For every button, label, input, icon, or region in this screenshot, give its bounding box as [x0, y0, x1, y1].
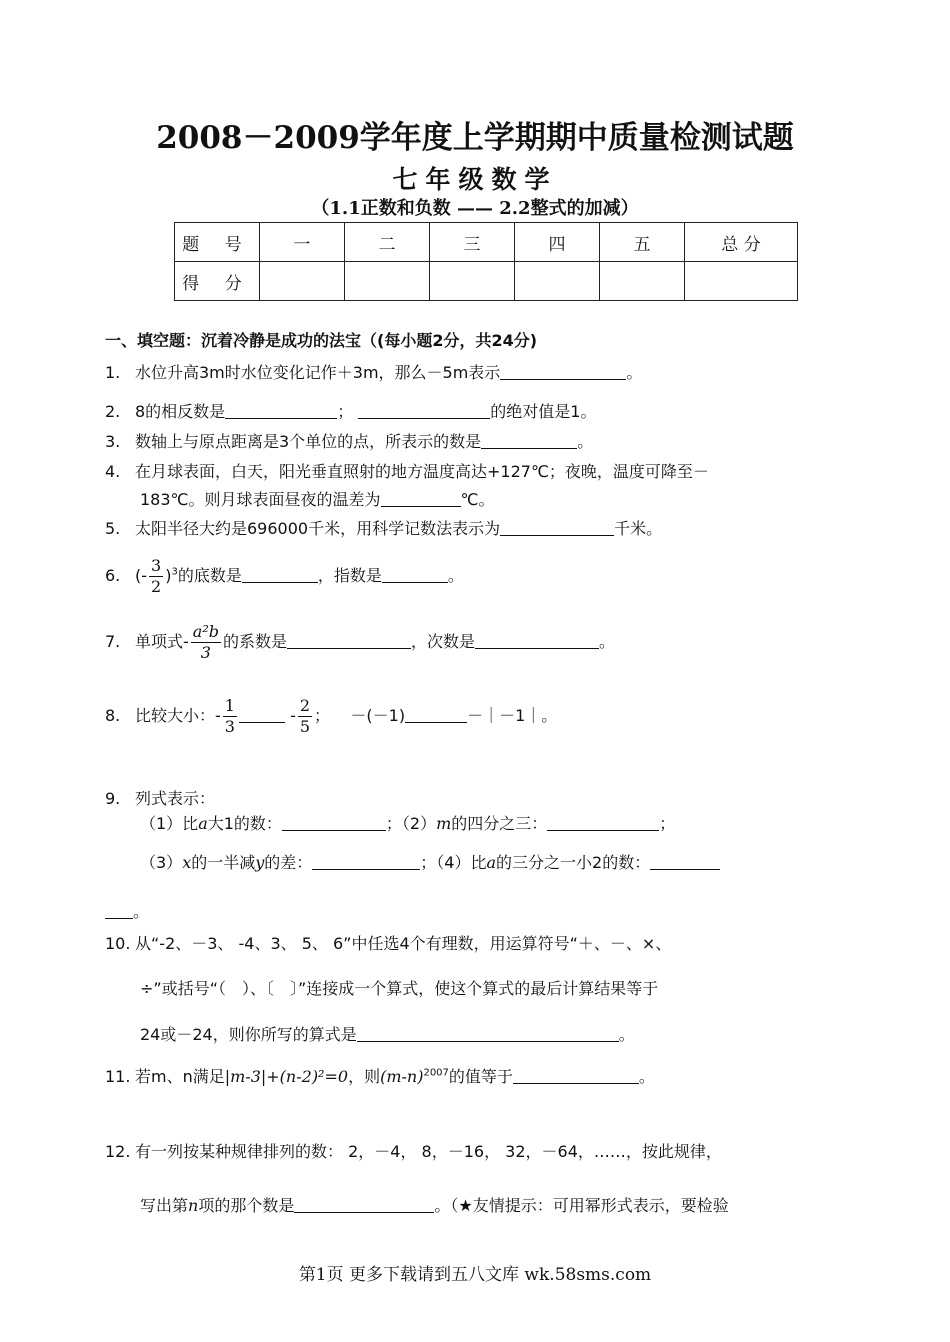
exponent: 2007	[423, 1067, 449, 1079]
question-text: 列式表示：	[135, 789, 216, 808]
question-text: 从“-2、－3、 -4、3、 5、 6”中任选4个有理数，用运算符号“＋、－、×、	[135, 934, 672, 953]
question-10-line-2	[140, 976, 658, 999]
question-number: 11.	[105, 1067, 131, 1086]
fraction	[223, 696, 237, 737]
question-text: 水位升高3m时水位变化记作＋3m，那么－5m表示	[135, 363, 501, 382]
math-expression: －｜－1｜。	[467, 706, 558, 725]
question-text: 24或－24，则你所写的算式是	[140, 1025, 357, 1044]
question-number: 4.	[105, 462, 121, 481]
question-text: ；（4）比	[420, 853, 487, 872]
fraction-denominator: 3	[224, 717, 235, 736]
question-text: 的差：	[264, 853, 313, 872]
question-text: 的三分之一小2的数：	[496, 853, 651, 872]
fraction-numerator: 1	[224, 696, 235, 715]
answer-blank[interactable]	[500, 363, 626, 380]
question-text: ，则	[348, 1067, 381, 1086]
question-end: 。	[599, 632, 616, 651]
page-scope: （1.1正数和负数 —— 2.2整式的加减）	[311, 198, 639, 219]
question-10	[105, 931, 671, 954]
score-header-cell: 一	[260, 223, 345, 262]
answer-blank[interactable]	[225, 402, 337, 419]
answer-blank[interactable]	[357, 1025, 619, 1042]
question-text: ℃。	[460, 490, 495, 509]
question-text: 8的相反数是	[135, 402, 226, 421]
math-expression: |m-3|+(n-2)²=0	[224, 1067, 349, 1086]
question-4	[105, 459, 709, 482]
math-expression: －(－1)	[350, 706, 406, 725]
question-text: 项的那个数是	[198, 1196, 295, 1215]
fraction	[191, 622, 221, 663]
variable: y	[255, 853, 265, 872]
question-end: 。	[618, 1025, 635, 1044]
question-text: 在月球表面，白天，阳光垂直照射的地方温度高达+127℃；夜晚，温度可降至－	[135, 462, 709, 481]
answer-blank[interactable]	[513, 1067, 639, 1084]
math-expression: (m-n)	[380, 1067, 424, 1086]
question-6	[105, 556, 464, 597]
question-12-line-2	[140, 1193, 729, 1216]
question-text: 的四分之三：	[451, 814, 548, 833]
question-text: ；	[314, 706, 331, 725]
question-text: ；（2）	[385, 814, 437, 833]
question-number: 9.	[105, 789, 121, 808]
question-text: （3）	[140, 853, 183, 872]
answer-blank[interactable]	[242, 566, 318, 583]
score-header-cell: 四	[515, 223, 600, 262]
question-end: 。	[133, 902, 150, 921]
question-number: 6.	[105, 566, 121, 585]
fraction-denominator: 3	[200, 643, 211, 662]
question-text: 大1的数：	[207, 814, 282, 833]
variable: x	[182, 853, 192, 872]
variable: m	[436, 814, 452, 833]
question-end: 。	[626, 363, 643, 382]
score-cell	[260, 262, 345, 301]
score-cell	[515, 262, 600, 301]
math-expression: )	[165, 566, 172, 585]
score-table	[174, 222, 798, 301]
score-cell	[600, 262, 685, 301]
question-number: 2.	[105, 402, 121, 421]
question-text: ，指数是	[317, 566, 382, 585]
fraction-numerator: a²b	[192, 622, 219, 641]
question-text: 的绝对值是1。	[490, 402, 597, 421]
answer-blank[interactable]	[381, 490, 461, 507]
question-text: ，次数是	[411, 632, 476, 651]
question-text: 的值等于	[448, 1067, 513, 1086]
fraction	[298, 696, 312, 737]
fraction	[149, 556, 163, 597]
section-heading: 一、填空题：沉着冷静是成功的法宝（(每小题2分，共24分)	[105, 331, 538, 350]
score-cell	[345, 262, 430, 301]
answer-blank[interactable]	[358, 402, 490, 419]
question-text: 有一列按某种规律排列的数： 2，－4， 8，－16， 32，－64，……，按此规律，	[135, 1142, 722, 1161]
question-9-part-3-4	[140, 850, 720, 873]
fraction-numerator: 3	[151, 556, 162, 575]
question-text: 的一半减	[191, 853, 256, 872]
question-1	[105, 360, 642, 383]
question-text: 183℃。则月球表面昼夜的温差为	[140, 490, 381, 509]
answer-blank[interactable]	[105, 902, 133, 919]
question-text: ÷”或括号“（ ）、〔 〕”连接成一个算式，使这个算式的最后计算结果等于	[140, 979, 659, 998]
question-text: 若m、n满足	[135, 1067, 225, 1086]
exponent: 3	[171, 566, 178, 578]
question-text: （1）比	[140, 814, 199, 833]
question-8	[105, 696, 557, 737]
score-value-row	[175, 262, 798, 301]
question-number: 8.	[105, 706, 121, 725]
score-header-cell: 总 分	[685, 223, 798, 262]
question-7	[105, 622, 615, 663]
variable: a	[486, 853, 497, 872]
question-number: 5.	[105, 519, 121, 538]
question-4-continued	[140, 487, 495, 510]
fraction-numerator: 2	[299, 696, 311, 715]
question-text: 的底数是	[177, 566, 242, 585]
math-expression: (-	[135, 566, 148, 585]
question-9-part-1-2	[140, 811, 675, 834]
score-cell	[430, 262, 515, 301]
question-text: 。（★友情提示：可用幂形式表示，要检验	[434, 1196, 729, 1215]
question-2	[105, 399, 596, 422]
question-number: 1.	[105, 363, 121, 382]
answer-blank[interactable]	[239, 706, 285, 723]
question-text: 的系数是	[222, 632, 287, 651]
question-11	[105, 1064, 655, 1087]
question-10-line-3	[140, 1022, 635, 1045]
question-end: 。	[577, 432, 594, 451]
question-9	[105, 786, 215, 809]
answer-blank[interactable]	[475, 632, 599, 649]
question-text: 比较大小：-	[135, 706, 221, 725]
question-end: 。	[638, 1067, 655, 1086]
variable: a	[198, 814, 208, 833]
question-3	[105, 429, 593, 452]
score-header-cell: 五	[600, 223, 685, 262]
answer-blank[interactable]	[481, 432, 577, 449]
page-title: 2008－2009学年度上学期期中质量检测试题	[156, 120, 794, 156]
score-header-cell: 二	[345, 223, 430, 262]
question-text: 千米。	[614, 519, 663, 538]
question-text: ；	[337, 402, 354, 421]
score-label-cell: 得 分	[175, 262, 260, 301]
variable: n	[188, 1196, 199, 1215]
question-5	[105, 516, 662, 539]
answer-blank[interactable]	[500, 519, 614, 536]
page-footer: 第1页 更多下载请到五八文库 wk.58sms.com	[298, 1265, 652, 1285]
answer-blank[interactable]	[294, 1196, 434, 1213]
question-number: 12.	[105, 1142, 131, 1161]
score-header-row	[175, 223, 798, 262]
answer-blank[interactable]	[650, 853, 720, 870]
score-header-cell: 三	[430, 223, 515, 262]
question-number: 3.	[105, 432, 121, 451]
answer-blank[interactable]	[382, 566, 448, 583]
question-text: 写出第	[140, 1196, 189, 1215]
answer-blank[interactable]	[405, 706, 467, 723]
question-number: 10.	[105, 934, 131, 953]
math-expression: -	[290, 706, 296, 725]
question-12	[105, 1139, 722, 1162]
question-end: 。	[447, 566, 464, 585]
answer-blank[interactable]	[287, 632, 411, 649]
question-9-end	[105, 899, 149, 922]
score-header-cell: 题 号	[175, 223, 260, 262]
fraction-denominator: 2	[151, 577, 162, 596]
answer-blank[interactable]	[312, 853, 420, 870]
answer-blank[interactable]	[282, 814, 386, 831]
score-cell	[685, 262, 798, 301]
answer-blank[interactable]	[547, 814, 659, 831]
question-text: ；	[659, 814, 676, 833]
question-text: 太阳半径大约是696000千米，用科学记数法表示为	[135, 519, 501, 538]
question-text: 单项式-	[135, 632, 189, 651]
question-text: 数轴上与原点距离是3个单位的点，所表示的数是	[135, 432, 482, 451]
question-number: 7.	[105, 632, 121, 651]
page-subtitle: 七年级数学	[392, 165, 558, 194]
fraction-denominator: 5	[299, 717, 311, 736]
